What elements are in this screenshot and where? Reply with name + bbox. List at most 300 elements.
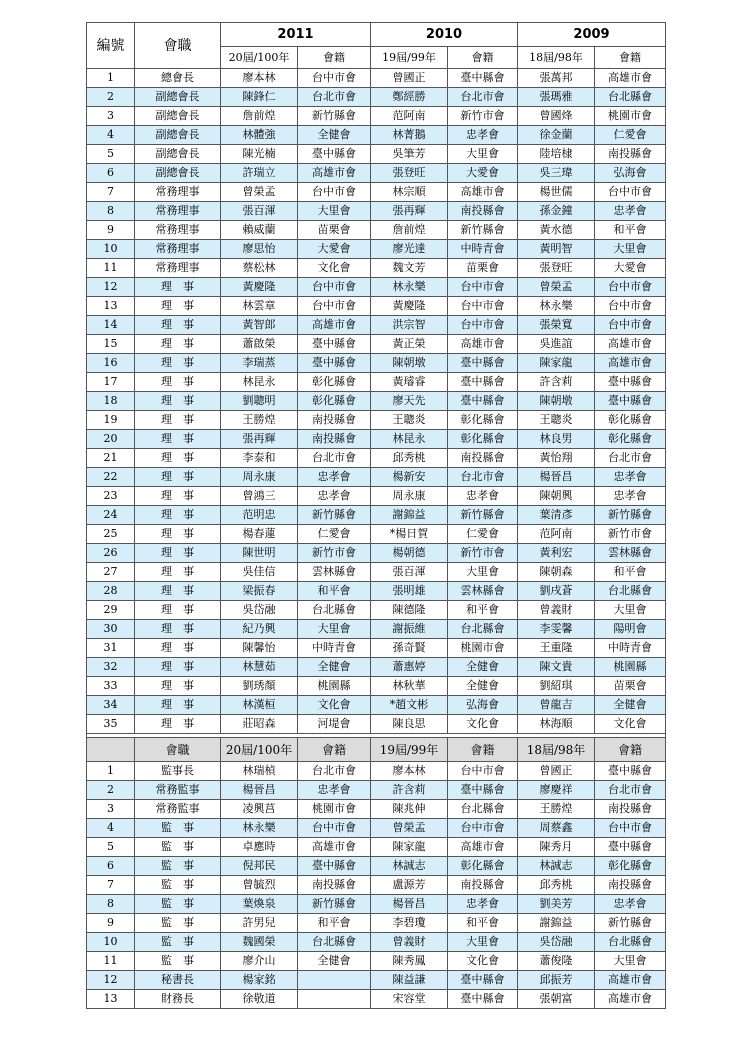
name-2010: 蕭惠婷 — [371, 658, 448, 677]
row-number: 4 — [87, 819, 135, 838]
name-2010: 張登旺 — [371, 164, 448, 183]
name-2009: 黃利宏 — [518, 544, 595, 563]
board-row — [87, 259, 666, 278]
role: 理 事 — [135, 411, 221, 430]
header-session-2010: 19屆/99年 — [371, 47, 448, 69]
membership-2009: 台中市會 — [595, 819, 666, 838]
name-2010: 張再輝 — [371, 202, 448, 221]
name-2010: 廖本林 — [371, 762, 448, 781]
role: 理 事 — [135, 601, 221, 620]
row-number: 26 — [87, 544, 135, 563]
membership-2010: 台中市會 — [448, 297, 518, 316]
membership-2009: 新竹縣會 — [595, 506, 666, 525]
name-2011: 梁振春 — [221, 582, 298, 601]
row-number: 6 — [87, 857, 135, 876]
membership-2009: 和平會 — [595, 563, 666, 582]
board-row — [87, 354, 666, 373]
name-2009: 曾國正 — [518, 762, 595, 781]
row-number: 10 — [87, 240, 135, 259]
membership-2010: 臺中縣會 — [448, 373, 518, 392]
role: 理 事 — [135, 430, 221, 449]
name-2009: 陳家龍 — [518, 354, 595, 373]
name-2010: 黃慶隆 — [371, 297, 448, 316]
membership-2011: 台北市會 — [298, 762, 371, 781]
role: 副總會長 — [135, 145, 221, 164]
membership-2011: 忠孝會 — [298, 468, 371, 487]
membership-2009: 臺中縣會 — [595, 838, 666, 857]
role: 理 事 — [135, 373, 221, 392]
membership-2011: 文化會 — [298, 259, 371, 278]
name-2010: 張明雄 — [371, 582, 448, 601]
name-2011: 楊春蓮 — [221, 525, 298, 544]
name-2011: 紀乃興 — [221, 620, 298, 639]
officers-table — [86, 22, 666, 1009]
role: 理 事 — [135, 525, 221, 544]
membership-2010: 仁愛會 — [448, 525, 518, 544]
name-2011: 許男兒 — [221, 914, 298, 933]
row-number: 31 — [87, 639, 135, 658]
supervisor-row — [87, 781, 666, 800]
membership-2011: 彰化縣會 — [298, 392, 371, 411]
name-2011: 林漢桓 — [221, 696, 298, 715]
name-2009: 劉美芳 — [518, 895, 595, 914]
membership-2009: 新竹縣會 — [595, 914, 666, 933]
name-2011: 曾毓烈 — [221, 876, 298, 895]
name-2009: 陸培棣 — [518, 145, 595, 164]
membership-2009: 台北市會 — [595, 781, 666, 800]
name-2011: 陳馨怡 — [221, 639, 298, 658]
board-row — [87, 392, 666, 411]
membership-2010: 忠孝會 — [448, 895, 518, 914]
board-row — [87, 69, 666, 88]
membership-2010: 大里會 — [448, 933, 518, 952]
header-membership-2011: 會籍 — [298, 738, 371, 762]
name-2009: 陳文貴 — [518, 658, 595, 677]
name-2009: 林海順 — [518, 715, 595, 734]
membership-2010: 文化會 — [448, 952, 518, 971]
board-row — [87, 506, 666, 525]
role: 理 事 — [135, 392, 221, 411]
membership-2011: 中時青會 — [298, 639, 371, 658]
supervisor-row — [87, 933, 666, 952]
header-session-2010: 19屆/99年 — [371, 738, 448, 762]
membership-2010: 大里會 — [448, 563, 518, 582]
row-number: 32 — [87, 658, 135, 677]
row-number: 7 — [87, 183, 135, 202]
header-membership-2010: 會籍 — [448, 738, 518, 762]
membership-2009: 台北縣會 — [595, 933, 666, 952]
membership-2011: 新竹縣會 — [298, 107, 371, 126]
header-membership-2009: 會籍 — [595, 47, 666, 69]
name-2010: 陳益謙 — [371, 971, 448, 990]
name-2010: 林昆永 — [371, 430, 448, 449]
role: 理 事 — [135, 487, 221, 506]
membership-2009: 南投縣會 — [595, 800, 666, 819]
name-2009: 吳三瑋 — [518, 164, 595, 183]
membership-2011: 大里會 — [298, 202, 371, 221]
membership-2011: 臺中縣會 — [298, 145, 371, 164]
membership-2010: 雲林縣會 — [448, 582, 518, 601]
membership-2010: 桃園市會 — [448, 639, 518, 658]
name-2009: 王聰炎 — [518, 411, 595, 430]
name-2010: 陳兆伸 — [371, 800, 448, 819]
name-2011: 楊家銘 — [221, 971, 298, 990]
row-number: 27 — [87, 563, 135, 582]
membership-2009: 中時青會 — [595, 639, 666, 658]
membership-2009: 文化會 — [595, 715, 666, 734]
header-session-2011: 20屆/100年 — [221, 738, 298, 762]
membership-2011: 臺中縣會 — [298, 335, 371, 354]
name-2009: 陳秀月 — [518, 838, 595, 857]
membership-2009: 苗栗會 — [595, 677, 666, 696]
membership-2011: 台中市會 — [298, 183, 371, 202]
name-2011: 劉聰明 — [221, 392, 298, 411]
membership-2010: 高雄市會 — [448, 838, 518, 857]
name-2009: 陳朝森 — [518, 563, 595, 582]
role: 監 事 — [135, 933, 221, 952]
membership-2009: 臺中縣會 — [595, 392, 666, 411]
board-row — [87, 601, 666, 620]
membership-2011: 和平會 — [298, 582, 371, 601]
name-2011: 廖介山 — [221, 952, 298, 971]
row-number: 9 — [87, 221, 135, 240]
name-2009: 王勝煌 — [518, 800, 595, 819]
name-2011: 倪邦民 — [221, 857, 298, 876]
name-2010: 詹前煌 — [371, 221, 448, 240]
membership-2010: 臺中縣會 — [448, 69, 518, 88]
membership-2010: 臺中縣會 — [448, 392, 518, 411]
name-2011: 林昆永 — [221, 373, 298, 392]
role: 常務監事 — [135, 781, 221, 800]
header-year-2009: 2009 — [518, 23, 666, 47]
membership-2009: 大里會 — [595, 601, 666, 620]
membership-2011: 大愛會 — [298, 240, 371, 259]
membership-2010: 新竹縣會 — [448, 221, 518, 240]
name-2010: 楊晉昌 — [371, 895, 448, 914]
name-2011: 范明忠 — [221, 506, 298, 525]
board-row — [87, 202, 666, 221]
role: 理 事 — [135, 639, 221, 658]
membership-2011: 台北縣會 — [298, 933, 371, 952]
membership-2010: 全健會 — [448, 677, 518, 696]
header-year-2011: 2011 — [221, 23, 371, 47]
name-2011: 蕭啟榮 — [221, 335, 298, 354]
board-row — [87, 221, 666, 240]
name-2009: 廖慶祥 — [518, 781, 595, 800]
board-row — [87, 183, 666, 202]
name-2009: 張榮寬 — [518, 316, 595, 335]
header-year-2010: 2010 — [371, 23, 518, 47]
membership-2009: 忠孝會 — [595, 202, 666, 221]
row-number: 8 — [87, 895, 135, 914]
header-blank — [87, 738, 135, 762]
role: 副總會長 — [135, 126, 221, 145]
name-2009: 蕭俊隆 — [518, 952, 595, 971]
name-2009: 李雯馨 — [518, 620, 595, 639]
name-2010: 魏文芳 — [371, 259, 448, 278]
name-2011: 廖本林 — [221, 69, 298, 88]
role: 常務理事 — [135, 183, 221, 202]
role: 監事長 — [135, 762, 221, 781]
name-2009: 陳朝興 — [518, 487, 595, 506]
role: 常務理事 — [135, 221, 221, 240]
membership-2011: 和平會 — [298, 914, 371, 933]
membership-2010: 臺中縣會 — [448, 354, 518, 373]
membership-2011: 新竹縣會 — [298, 506, 371, 525]
row-number: 22 — [87, 468, 135, 487]
membership-2009: 彰化縣會 — [595, 411, 666, 430]
role: 理 事 — [135, 449, 221, 468]
membership-2011: 高雄市會 — [298, 164, 371, 183]
name-2009: 曾龍吉 — [518, 696, 595, 715]
name-2011: 林慧茹 — [221, 658, 298, 677]
row-number: 28 — [87, 582, 135, 601]
membership-2009: 大里會 — [595, 952, 666, 971]
name-2009: 劉戌蒼 — [518, 582, 595, 601]
supervisor-row — [87, 895, 666, 914]
name-2009: 林誠志 — [518, 857, 595, 876]
membership-2009: 大里會 — [595, 240, 666, 259]
membership-2010: 臺中縣會 — [448, 990, 518, 1009]
membership-2011: 彰化縣會 — [298, 373, 371, 392]
role: 監 事 — [135, 914, 221, 933]
membership-2011: 全健會 — [298, 658, 371, 677]
name-2011: 張再輝 — [221, 430, 298, 449]
row-number: 18 — [87, 392, 135, 411]
membership-2010: 和平會 — [448, 914, 518, 933]
role: 理 事 — [135, 715, 221, 734]
membership-2011: 臺中縣會 — [298, 354, 371, 373]
name-2009: 楊世儒 — [518, 183, 595, 202]
name-2011: 林體強 — [221, 126, 298, 145]
header-membership-2010: 會籍 — [448, 47, 518, 69]
name-2011: 林雲章 — [221, 297, 298, 316]
membership-2010: 台北市會 — [448, 468, 518, 487]
name-2011: 楊晉昌 — [221, 781, 298, 800]
membership-2009: 彰化縣會 — [595, 430, 666, 449]
name-2011: 賴威蘭 — [221, 221, 298, 240]
name-2010: 邱秀桃 — [371, 449, 448, 468]
row-number: 10 — [87, 933, 135, 952]
membership-2010: 南投縣會 — [448, 202, 518, 221]
header-membership-2011: 會籍 — [298, 47, 371, 69]
name-2010: 洪宗智 — [371, 316, 448, 335]
membership-2011: 高雄市會 — [298, 316, 371, 335]
name-2011: 徐敬道 — [221, 990, 298, 1009]
name-2009: 邱秀桃 — [518, 876, 595, 895]
header-session-2011: 20屆/100年 — [221, 47, 298, 69]
row-number: 33 — [87, 677, 135, 696]
row-number: 24 — [87, 506, 135, 525]
membership-2011: 台北市會 — [298, 88, 371, 107]
name-2011: 黃智郎 — [221, 316, 298, 335]
name-2011: 許瑞立 — [221, 164, 298, 183]
row-number: 5 — [87, 838, 135, 857]
membership-2009: 台北縣會 — [595, 582, 666, 601]
name-2010: 吳筆芳 — [371, 145, 448, 164]
row-number: 6 — [87, 164, 135, 183]
membership-2010: 文化會 — [448, 715, 518, 734]
board-row — [87, 278, 666, 297]
name-2010: 林宗順 — [371, 183, 448, 202]
role: 常務理事 — [135, 202, 221, 221]
row-number: 17 — [87, 373, 135, 392]
name-2009: 黃水德 — [518, 221, 595, 240]
role: 理 事 — [135, 582, 221, 601]
name-2010: 廖天先 — [371, 392, 448, 411]
name-2009: 張瑪雅 — [518, 88, 595, 107]
board-row — [87, 297, 666, 316]
board-row — [87, 316, 666, 335]
header-session-2009: 18屆/98年 — [518, 47, 595, 69]
name-2010: 陳秀鳳 — [371, 952, 448, 971]
role: 常務理事 — [135, 259, 221, 278]
board-row — [87, 677, 666, 696]
name-2011: 林瑞楨 — [221, 762, 298, 781]
board-row — [87, 373, 666, 392]
name-2011: 蔡松林 — [221, 259, 298, 278]
name-2009: 許含莉 — [518, 373, 595, 392]
role: 理 事 — [135, 506, 221, 525]
membership-2011: 高雄市會 — [298, 838, 371, 857]
name-2010: 陳朝墩 — [371, 354, 448, 373]
row-number: 23 — [87, 487, 135, 506]
name-2009: 周蔡鑫 — [518, 819, 595, 838]
role: 常務理事 — [135, 240, 221, 259]
role: 常務監事 — [135, 800, 221, 819]
name-2010: 宋容堂 — [371, 990, 448, 1009]
membership-2010: 彰化縣會 — [448, 411, 518, 430]
name-2010: 陳德隆 — [371, 601, 448, 620]
row-number: 19 — [87, 411, 135, 430]
row-number: 7 — [87, 876, 135, 895]
role: 監 事 — [135, 952, 221, 971]
name-2010: 黃正榮 — [371, 335, 448, 354]
membership-2011: 全健會 — [298, 126, 371, 145]
name-2011: 周永康 — [221, 468, 298, 487]
header-role: 會職 — [135, 23, 221, 69]
membership-2011: 大里會 — [298, 620, 371, 639]
membership-2009: 桃園市會 — [595, 107, 666, 126]
membership-2010: 大里會 — [448, 145, 518, 164]
name-2010: 曾義財 — [371, 933, 448, 952]
row-number: 1 — [87, 762, 135, 781]
row-number: 5 — [87, 145, 135, 164]
name-2010: 盧源芳 — [371, 876, 448, 895]
row-number: 20 — [87, 430, 135, 449]
membership-2011: 台北市會 — [298, 449, 371, 468]
role: 理 事 — [135, 563, 221, 582]
membership-2009: 彰化縣會 — [595, 857, 666, 876]
row-number: 4 — [87, 126, 135, 145]
membership-2009: 忠孝會 — [595, 487, 666, 506]
name-2010: *楊日賀 — [371, 525, 448, 544]
membership-2011: 台中市會 — [298, 278, 371, 297]
name-2009: 曾國烽 — [518, 107, 595, 126]
role: 理 事 — [135, 297, 221, 316]
membership-2009: 台中市會 — [595, 316, 666, 335]
membership-2009: 陽明會 — [595, 620, 666, 639]
membership-2009: 新竹市會 — [595, 525, 666, 544]
membership-2011: 台中市會 — [298, 819, 371, 838]
row-number: 11 — [87, 259, 135, 278]
board-row — [87, 696, 666, 715]
name-2010: 林誠志 — [371, 857, 448, 876]
membership-2010: 和平會 — [448, 601, 518, 620]
name-2009: 徐金蘭 — [518, 126, 595, 145]
name-2010: 楊朝德 — [371, 544, 448, 563]
name-2009: 孫金鐘 — [518, 202, 595, 221]
name-2011: 吳佳信 — [221, 563, 298, 582]
membership-2009: 高雄市會 — [595, 69, 666, 88]
row-number: 34 — [87, 696, 135, 715]
name-2009: 曾義財 — [518, 601, 595, 620]
role: 理 事 — [135, 335, 221, 354]
name-2009: 林永樂 — [518, 297, 595, 316]
membership-2009: 大愛會 — [595, 259, 666, 278]
row-number: 13 — [87, 990, 135, 1009]
row-number: 14 — [87, 316, 135, 335]
name-2010: 林菁鵝 — [371, 126, 448, 145]
name-2011: 張百渾 — [221, 202, 298, 221]
membership-2009: 忠孝會 — [595, 895, 666, 914]
role: 理 事 — [135, 620, 221, 639]
name-2011: 曾榮孟 — [221, 183, 298, 202]
role: 理 事 — [135, 316, 221, 335]
name-2009: 張登旺 — [518, 259, 595, 278]
name-2010: 孫奇賢 — [371, 639, 448, 658]
name-2011: 葉煥泉 — [221, 895, 298, 914]
name-2009: 謝錦益 — [518, 914, 595, 933]
name-2011: 李泰和 — [221, 449, 298, 468]
row-number: 13 — [87, 297, 135, 316]
name-2009: 楊晉昌 — [518, 468, 595, 487]
name-2010: 楊新安 — [371, 468, 448, 487]
role: 監 事 — [135, 819, 221, 838]
board-row — [87, 145, 666, 164]
membership-2010: 忠孝會 — [448, 126, 518, 145]
name-2010: 曾國正 — [371, 69, 448, 88]
role: 監 事 — [135, 895, 221, 914]
row-number: 16 — [87, 354, 135, 373]
row-number: 35 — [87, 715, 135, 734]
name-2010: 林永樂 — [371, 278, 448, 297]
row-number: 8 — [87, 202, 135, 221]
name-2011: 陳世明 — [221, 544, 298, 563]
row-number: 3 — [87, 800, 135, 819]
supervisor-row — [87, 876, 666, 895]
membership-2010: 新竹縣會 — [448, 506, 518, 525]
row-number: 1 — [87, 69, 135, 88]
membership-2009: 臺中縣會 — [595, 373, 666, 392]
membership-2010: 台北縣會 — [448, 620, 518, 639]
membership-2009: 台北縣會 — [595, 88, 666, 107]
membership-2010: 大愛會 — [448, 164, 518, 183]
membership-2009: 弘海會 — [595, 164, 666, 183]
name-2010: 王聰炎 — [371, 411, 448, 430]
supervisor-row — [87, 971, 666, 990]
name-2010: 李碧瓊 — [371, 914, 448, 933]
membership-2010: 臺中縣會 — [448, 781, 518, 800]
role: 理 事 — [135, 354, 221, 373]
membership-2011: 南投縣會 — [298, 411, 371, 430]
name-2011: 王勝煌 — [221, 411, 298, 430]
supervisor-row — [87, 857, 666, 876]
membership-2009: 高雄市會 — [595, 335, 666, 354]
role: 秘書長 — [135, 971, 221, 990]
board-row — [87, 107, 666, 126]
name-2010: 周永康 — [371, 487, 448, 506]
